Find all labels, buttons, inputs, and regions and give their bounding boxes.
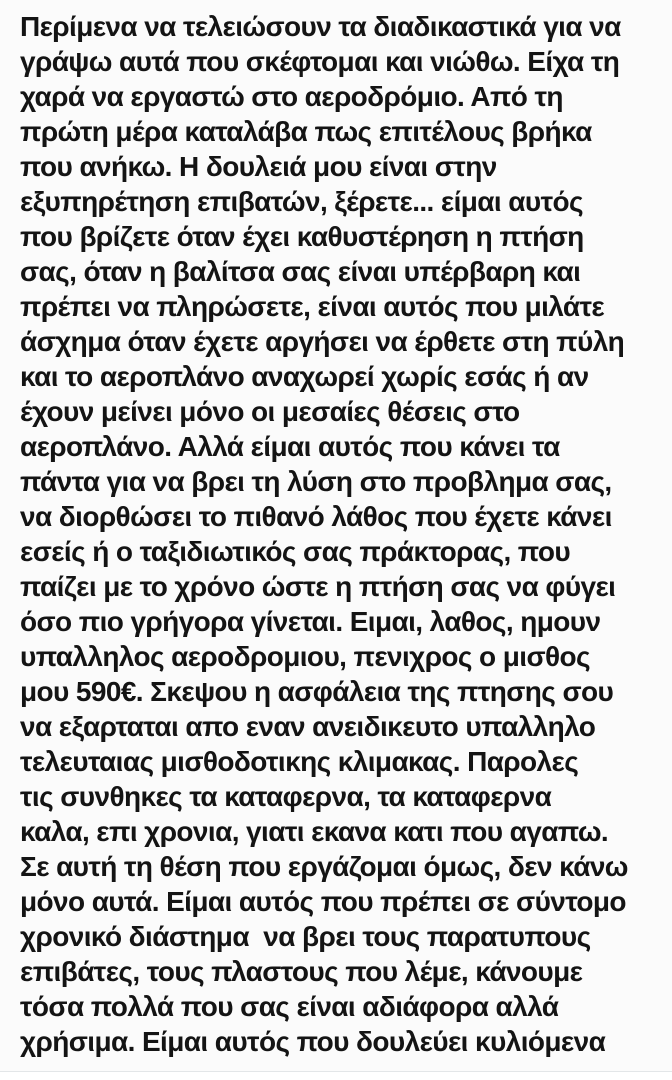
paragraph-line: σας, όταν η βαλίτσα σας είναι υπέρβαρη και — [20, 256, 581, 287]
paragraph-line: παίζει με το χρόνο ώστε η πτήση σας να φύγει — [20, 571, 616, 602]
paragraph-line: τελευταιας μισθοδοτικης κλιμακας. Παρολες — [20, 746, 579, 777]
paragraph-line: που ανήκω. Η δουλειά μου είναι στην — [20, 151, 497, 182]
paragraph-line: τις συνθηκες τα καταφερνα, τα καταφερνα — [20, 781, 552, 812]
paragraph-line: χρήσιμα. Είμαι αυτός που δουλεύει κυλιόμενα — [20, 1026, 606, 1057]
paragraph-line: άσχημα όταν έχετε αργήσει να έρθετε στη πύλη — [20, 326, 625, 357]
paragraph-line: πρέπει να πληρώσετε, είναι αυτός που μιλάτε — [20, 291, 605, 322]
paragraph-line: χαρά να εργαστώ στο αεροδρόμιο. Από τη — [20, 81, 563, 112]
paragraph-line: έχουν μείνει μόνο οι μεσαίες θέσεις στο — [20, 396, 520, 427]
paragraph-line: γράψω αυτά που σκέφτομαι και νιώθω. Είχα τη — [20, 46, 620, 77]
paragraph-line: πάντα για να βρει τη λύση στο προβλημα σας, — [20, 466, 612, 497]
paragraph-line: εξυπηρέτηση επιβατών, ξέρετε... είμαι αυτός — [20, 186, 583, 217]
paragraph-line: όσο πιο γρήγορα γίνεται. Ειμαι, λαθος, ημουν — [20, 606, 601, 637]
paragraph-line: χρονικό διάστημα να βρει τους παρατυπους — [20, 921, 591, 952]
paragraph-line: πρώτη μέρα καταλάβα πως επιτέλους βρήκα — [20, 116, 592, 147]
paragraph-line: Περίμενα να τελειώσουν τα διαδικαστικά για να — [20, 11, 621, 42]
paragraph-line: τόσα πολλά που σας είναι αδιάφορα αλλά — [20, 991, 559, 1022]
paragraph-line: που βρίζετε όταν έχει καθυστέρηση η πτήση — [20, 221, 584, 252]
paragraph-line: να εξαρταται απο εναν ανειδικευτο υπαλληλο — [20, 711, 596, 742]
paragraph-line: επιβάτες, τους πλαστους που λέμε, κάνουμε — [20, 956, 583, 987]
paragraph-line: να διορθώσει το πιθανό λάθος που έχετε κάνει — [20, 501, 612, 532]
paragraph-line: εσείς ή ο ταξιδιωτικός σας πράκτορας, που — [20, 536, 571, 567]
paragraph-line: Σε αυτή τη θέση που εργάζομαι όμως, δεν κάνω — [20, 851, 628, 882]
paragraph-line: αεροπλάνο. Αλλά είμαι αυτός που κάνει τα — [20, 431, 560, 462]
paragraph-line: μόνο αυτά. Είμαι αυτός που πρέπει σε σύντομο — [20, 886, 626, 917]
paragraph-line: και το αεροπλάνο αναχωρεί χωρίς εσάς ή αν — [20, 361, 589, 392]
paragraph-line: μου 590€. Σκεψου η ασφάλεια της πτησης σου — [20, 676, 614, 707]
paragraph-line: καλα, επι χρονια, γιατι εκανα κατι που αγαπω. — [20, 816, 609, 847]
bottom-divider — [0, 1071, 672, 1080]
paragraph-line: υπαλληλος αεροδρομιου, πενιχρος ο μισθος — [20, 641, 591, 672]
